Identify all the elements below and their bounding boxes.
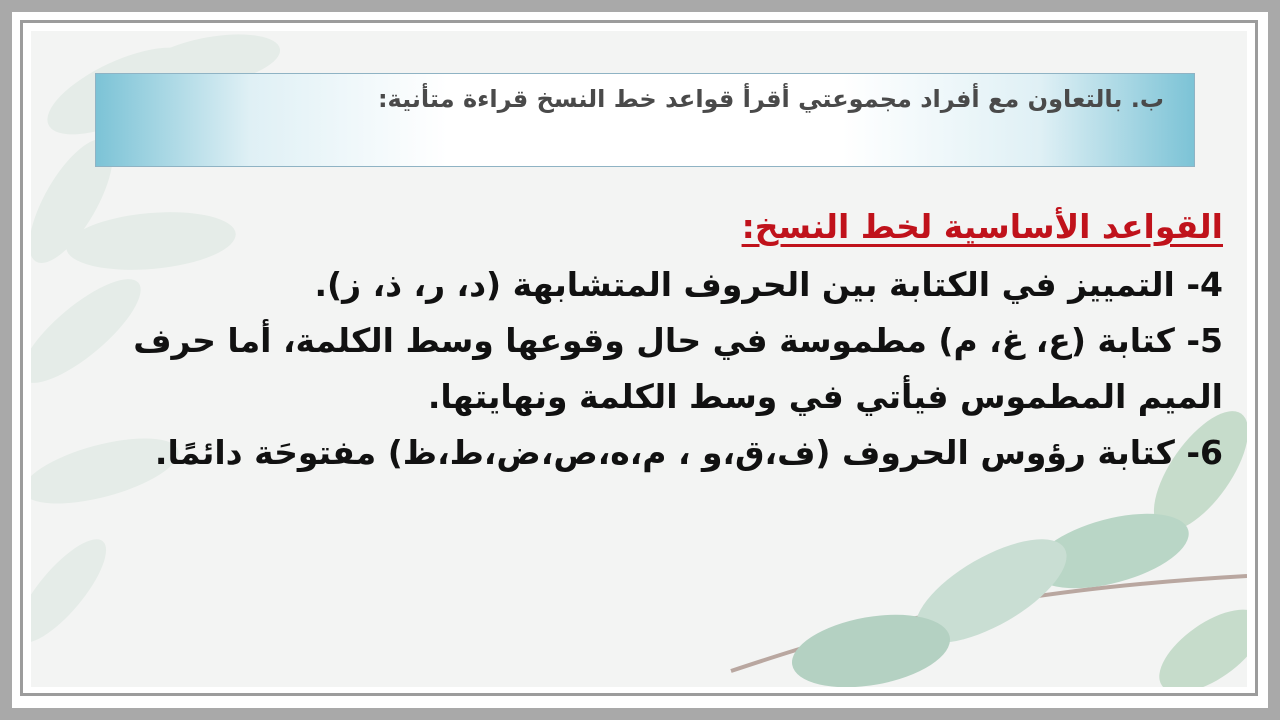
rule-6: 6- كتابة رؤوس الحروف (ف،ق،و ، م،ه،ص،ض،ط،ظ) مفتوحَة دائمًا. bbox=[154, 433, 1223, 472]
instruction-box bbox=[95, 73, 1195, 167]
slide-canvas bbox=[31, 31, 1247, 687]
section-heading: القواعد الأساسية لخط النسخ: bbox=[741, 207, 1223, 246]
rule-4: 4- التمييز في الكتابة بين الحروف المتشابهة (د، ر، ذ، ز). bbox=[314, 265, 1223, 304]
rules-content bbox=[101, 203, 1223, 481]
instruction-text: ب. بالتعاون مع أفراد مجموعتي أقرأ قواعد خط النسخ قراءة متأنية: bbox=[377, 85, 1164, 113]
rule-5: 5- كتابة (ع، غ، م) مطموسة في حال وقوعها وسط الكلمة، أما حرف الميم المطموس فيأتي في وسط الكلمة ونهايتها. bbox=[133, 321, 1223, 416]
